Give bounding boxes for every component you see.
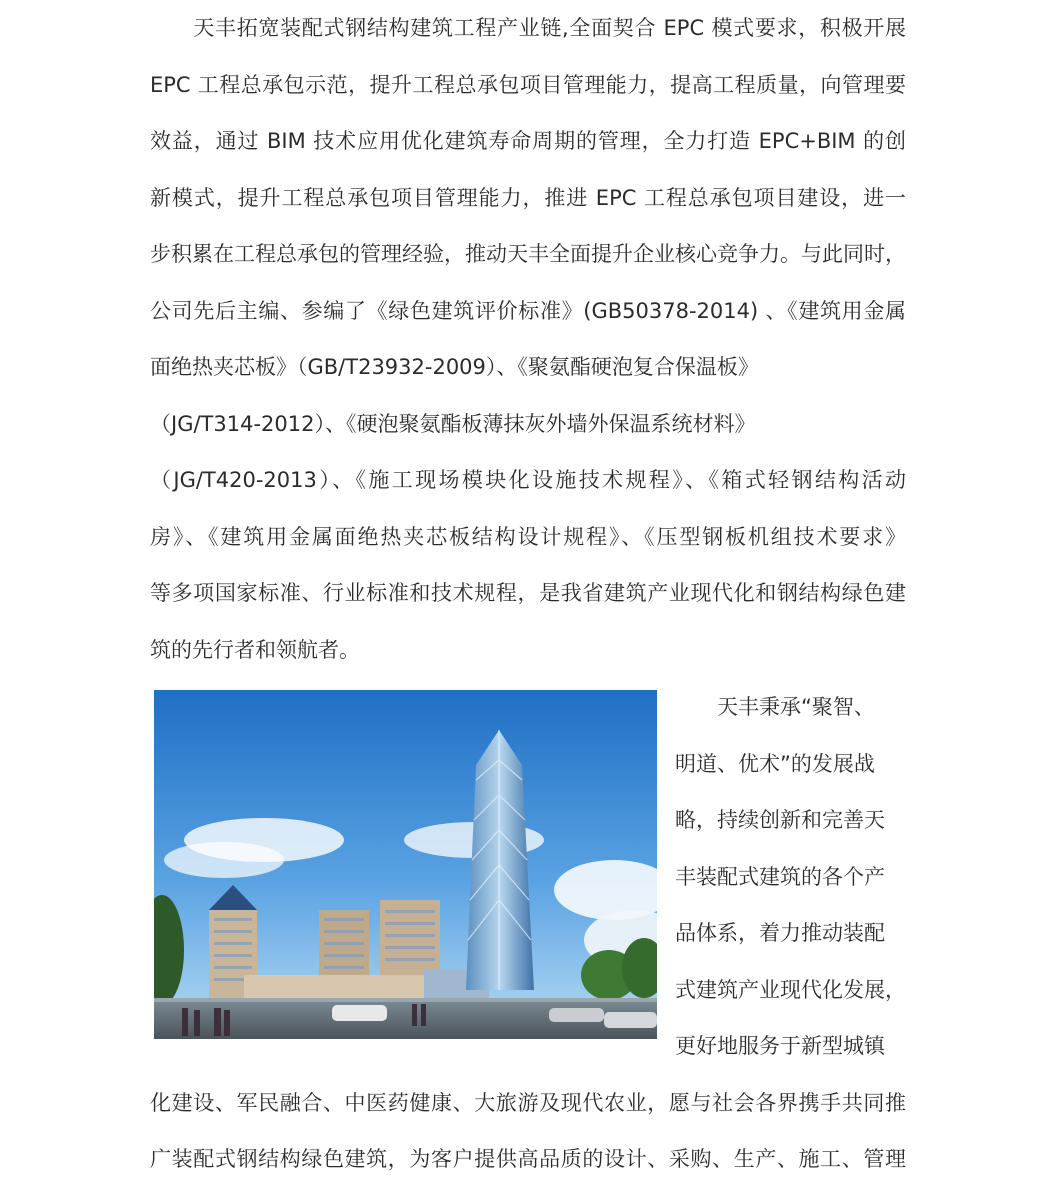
city-skyline-image (154, 690, 657, 1039)
paragraph1-line: （JG/T420-2013）、《施工现场模块化设施技术规程》、《箱式轻钢结构活动 (150, 468, 906, 492)
paragraph2-side-line: 天丰秉承“聚智、 (675, 695, 875, 719)
paragraph2-side-line: 丰装配式建筑的各个产 (675, 865, 885, 889)
paragraph2-side-line: 明道、优术”的发展战 (675, 752, 875, 776)
paragraph1-line: （JG/T314-2012）、《硬泡聚氨酯板薄抹灰外墙外保温系统材料》 (150, 412, 756, 436)
city-skyline-photo (154, 690, 657, 1039)
paragraph2-side-line: 略，持续创新和完善天 (675, 808, 885, 832)
paragraph2-line: 化建设、军民融合、中医药健康、大旅游及现代农业，愿与社会各界携手共同推 (150, 1091, 906, 1115)
paragraph1-line: 面绝热夹芯板》（GB/T23932-2009）、《聚氨酯硬泡复合保温板》 (150, 355, 759, 379)
paragraph2-line: 广装配式钢结构绿色建筑，为客户提供高品质的设计、采购、生产、施工、管理 (150, 1147, 906, 1171)
paragraph2-side-line: 更好地服务于新型城镇 (675, 1034, 885, 1058)
paragraph1-line: EPC 工程总承包示范，提升工程总承包项目管理能力，提高工程质量，向管理要 (150, 73, 906, 97)
paragraph2-side-line: 式建筑产业现代化发展， (675, 978, 906, 1002)
paragraph1-line: 筑的先行者和领航者。 (150, 638, 360, 662)
paragraph1-line: 房》、《建筑用金属面绝热夹芯板结构设计规程》、《压型钢板机组技术要求》 (150, 525, 906, 549)
paragraph2-side-line: 品体系，着力推动装配 (675, 921, 885, 945)
paragraph1-line: 步积累在工程总承包的管理经验，推动天丰全面提升企业核心竞争力。与此同时， (150, 242, 906, 266)
paragraph1-line: 等多项国家标准、行业标准和技术规程，是我省建筑产业现代化和钢结构绿色建 (150, 581, 906, 605)
paragraph1-line: 新模式，提升工程总承包项目管理能力，推进 EPC 工程总承包项目建设，进一 (150, 186, 906, 210)
paragraph1-line: 公司先后主编、参编了《绿色建筑评价标准》(GB50378-2014) 、《建筑用金属 (150, 299, 906, 323)
paragraph1-line: 天丰拓宽装配式钢结构建筑工程产业链,全面契合 EPC 模式要求，积极开展 (150, 16, 906, 40)
paragraph1-line: 效益，通过 BIM 技术应用优化建筑寿命周期的管理，全力打造 EPC+BIM 的创 (150, 129, 906, 153)
